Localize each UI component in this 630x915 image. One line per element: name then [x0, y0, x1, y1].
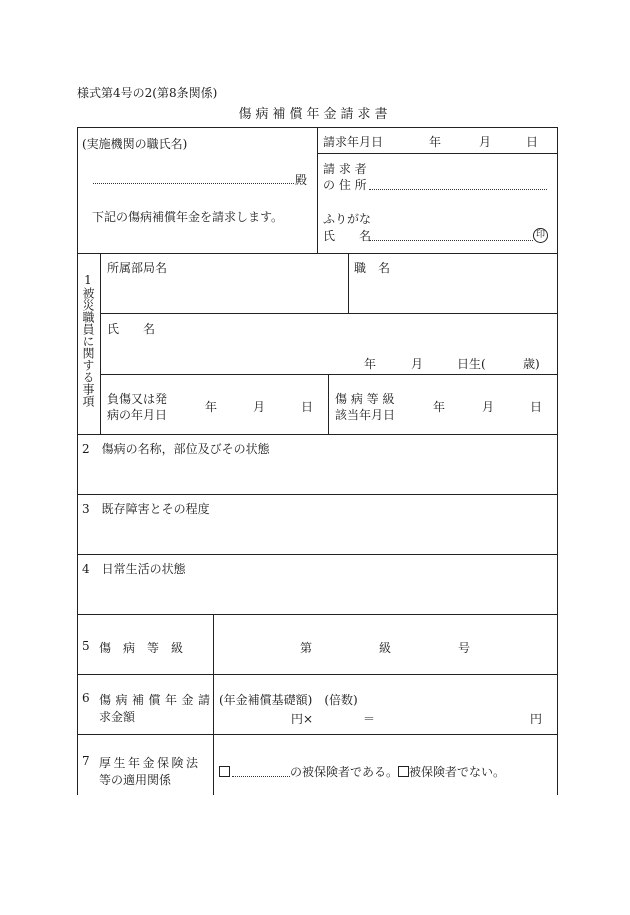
age-suffix: 歳) [523, 357, 540, 371]
claimant-name-field[interactable] [369, 240, 533, 241]
section3-bottom-line [77, 554, 557, 555]
injury-date-year: 年 [205, 400, 218, 414]
claimant-name-label: 氏 名 [323, 229, 372, 243]
insurance-options [219, 763, 505, 780]
furigana-label: ふりがな [323, 212, 372, 226]
not-insured-checkbox[interactable] [398, 766, 409, 777]
claimant-address-label-2: の 住 所 [323, 178, 367, 192]
seal-mark: 印 [533, 228, 548, 243]
injury-date-month: 月 [253, 400, 266, 414]
section7-number: 7 [82, 754, 90, 768]
section1-bottom-line [77, 434, 557, 435]
document-title: 傷病補償年金請求書 [238, 107, 392, 122]
amount-equals: ＝ [363, 712, 376, 726]
birth-month: 月 [411, 357, 424, 371]
employee-name-label: 氏 名 [107, 322, 156, 336]
section2-bottom-line [77, 494, 557, 495]
section7-label-1: 厚生年金保険法 [99, 756, 201, 770]
section5-bottom-line [77, 674, 557, 675]
section3-label: 3 既存障害とその程度 [82, 502, 210, 516]
not-insured-text: 被保険者でない。 [409, 765, 506, 779]
grade-go: 号 [458, 641, 471, 655]
request-date-year: 年 [429, 135, 442, 149]
section7-label-2: 等の適用関係 [99, 773, 172, 787]
request-date-month: 月 [479, 135, 492, 149]
section6-number: 6 [82, 691, 90, 705]
amount-yen-times: 円× [291, 712, 314, 726]
insured-text: の被保険者である。 [290, 765, 399, 779]
header-bottom-line [77, 253, 557, 254]
section4-bottom-line [77, 614, 557, 615]
claimant-address-field[interactable] [369, 189, 547, 190]
section6-label-1-text: 傷病補償年金請 [99, 693, 215, 707]
injury-date-label-1: 負傷又は発 [107, 392, 168, 406]
grade-date-month: 月 [482, 400, 495, 414]
grade-dai: 第 [300, 641, 313, 655]
grade-date-day: 日 [530, 400, 543, 414]
department-label: 所属部局名 [107, 261, 168, 275]
section2-label: 2 傷病の名称，部位及びその状態 [82, 442, 270, 456]
department-position-divider [348, 253, 349, 313]
form-table [77, 127, 557, 795]
institution-label: (実施機関の職氏名) [82, 137, 188, 151]
date-row-line [317, 153, 557, 154]
dates-divider [328, 374, 329, 434]
claimant-address-label-1: 請 求 者 [323, 162, 367, 176]
header-divider [317, 127, 318, 253]
section5-number: 5 [82, 639, 90, 653]
grade-date-label-2: 該当年月日 [335, 408, 396, 422]
injury-date-day: 日 [301, 400, 314, 414]
birth-day-suffix: 日生( [457, 357, 486, 371]
request-date-day: 日 [526, 135, 539, 149]
section5-label: 傷 病 等 級 [99, 641, 184, 655]
amount-formula-label: (年金補償基礎額) (倍数) [219, 693, 358, 707]
section1-row1-line [100, 313, 557, 314]
insurance-law-field[interactable] [232, 776, 290, 777]
insured-checkbox[interactable] [219, 766, 230, 777]
institution-name-field[interactable] [93, 183, 294, 184]
position-label: 職 名 [354, 261, 391, 275]
birth-year: 年 [364, 357, 377, 371]
section1-vertical-label: 1被災職員に関する事項 [81, 273, 95, 407]
injury-date-label-2: 病の年月日 [107, 408, 168, 422]
request-date-label: 請求年月日 [323, 135, 384, 149]
honorific: 殿 [295, 173, 308, 187]
amount-yen: 円 [530, 712, 543, 726]
section6-bottom-line [77, 734, 557, 735]
request-text: 下記の傷病補償年金を請求します。 [92, 210, 284, 224]
section4-label: 4 日常生活の状態 [82, 562, 186, 576]
grade-kyu: 級 [379, 641, 392, 655]
border-left [77, 127, 78, 795]
border-right [557, 127, 558, 795]
form-code: 様式第4号の2(第8条関係) [77, 86, 218, 100]
section6-label-1 [99, 691, 215, 708]
grade-date-label-1: 傷 病 等 級 [335, 392, 395, 406]
section6-label-2: 求金額 [99, 710, 136, 724]
grade-date-year: 年 [433, 400, 446, 414]
section1-label-divider [100, 253, 101, 434]
